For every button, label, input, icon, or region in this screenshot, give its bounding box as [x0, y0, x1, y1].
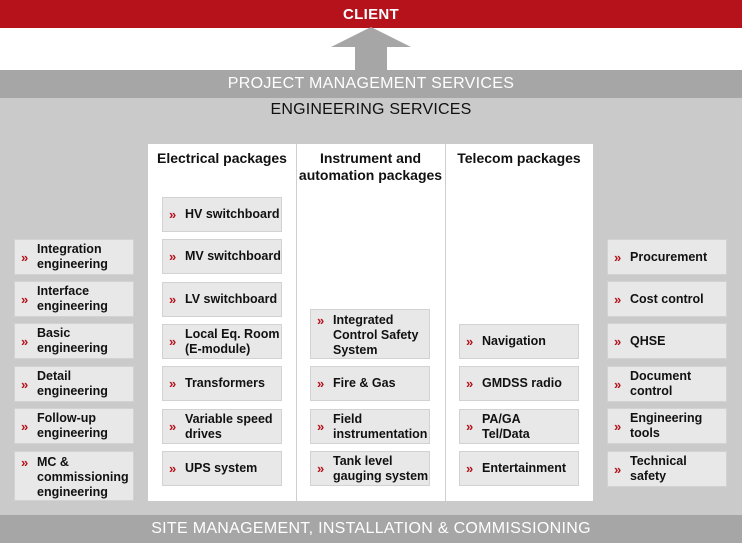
right-service-box: [607, 239, 727, 275]
bullet-chevron-icon: »: [169, 292, 177, 307]
left-service-box: [14, 323, 134, 359]
bullet-chevron-icon: »: [21, 249, 29, 265]
right-service-box: [607, 366, 727, 402]
electrical-package-label: Transformers: [185, 376, 265, 390]
telecom-package-box: [459, 451, 579, 486]
bullet-chevron-icon: »: [169, 334, 177, 349]
right-service-box: [607, 281, 727, 317]
bullet-chevron-icon: »: [21, 291, 29, 307]
engineering-services-title: ENGINEERING SERVICES: [270, 101, 472, 118]
electrical-package-box: [162, 239, 282, 274]
client-bar: [0, 0, 742, 28]
electrical-package-box: [162, 409, 282, 444]
electrical-package-label: UPS system: [185, 461, 258, 475]
bullet-chevron-icon: »: [169, 376, 177, 391]
bullet-chevron-icon: »: [466, 376, 474, 391]
client-label: CLIENT: [343, 5, 399, 23]
bullet-chevron-icon: »: [614, 249, 622, 265]
bullet-chevron-icon: »: [466, 419, 474, 434]
bullet-chevron-icon: »: [21, 376, 29, 392]
project-management-bar: [0, 70, 742, 98]
telecom-package-label: PA/GA Tel/Data: [482, 411, 530, 441]
up-arrow-icon: [331, 27, 411, 71]
instrument-package-box: [310, 309, 430, 359]
site-management-label: SITE MANAGEMENT, INSTALLATION & COMMISSIONING: [151, 520, 591, 537]
left-service-label: Interface engineering: [37, 284, 108, 313]
instrument-package-label: Integrated Control Safety System: [333, 313, 419, 357]
instrument-package-box: [310, 451, 430, 486]
electrical-package-label: HV switchboard: [185, 207, 280, 221]
bullet-chevron-icon: »: [21, 455, 29, 470]
bullet-chevron-icon: »: [466, 334, 474, 349]
electrical-package-label: Local Eq. Room (E-module): [185, 326, 280, 356]
instrument-packages-heading: Instrument and automation packages: [298, 150, 443, 183]
left-service-label: MC & commissioning engineering: [37, 455, 129, 499]
electrical-package-box: [162, 451, 282, 486]
telecom-package-box: [459, 366, 579, 401]
left-service-label: Basic engineering: [37, 326, 108, 355]
right-service-label: QHSE: [630, 333, 666, 348]
right-service-box: [607, 451, 727, 487]
telecom-package-box: [459, 409, 579, 444]
bullet-chevron-icon: »: [614, 418, 622, 434]
telecom-packages-heading: Telecom packages: [457, 150, 581, 166]
bullet-chevron-icon: »: [614, 291, 622, 307]
telecom-package-label: GMDSS radio: [482, 376, 562, 390]
bullet-chevron-icon: »: [317, 376, 325, 391]
bullet-chevron-icon: »: [169, 249, 177, 264]
left-service-label: Follow-up engineering: [37, 411, 108, 440]
right-service-label: Technical safety: [630, 454, 687, 483]
left-service-box: [14, 281, 134, 317]
left-service-box: [14, 239, 134, 275]
site-management-bar: [0, 515, 742, 543]
bullet-chevron-icon: »: [614, 376, 622, 392]
bullet-chevron-icon: »: [317, 461, 325, 476]
bullet-chevron-icon: »: [614, 333, 622, 349]
electrical-package-box: [162, 197, 282, 232]
column-divider: [445, 144, 446, 501]
project-management-label: PROJECT MANAGEMENT SERVICES: [227, 75, 515, 92]
electrical-package-box: [162, 366, 282, 401]
bullet-chevron-icon: »: [169, 419, 177, 434]
telecom-package-label: Entertainment: [482, 461, 567, 475]
left-service-box: [14, 366, 134, 402]
right-service-label: Engineering tools: [630, 411, 703, 440]
bullet-chevron-icon: »: [466, 461, 474, 476]
telecom-package-box: [459, 324, 579, 359]
instrument-package-box: [310, 409, 430, 444]
bullet-chevron-icon: »: [169, 461, 177, 476]
electrical-packages-heading: Electrical packages: [157, 150, 287, 166]
bullet-chevron-icon: »: [614, 461, 622, 477]
right-service-label: Procurement: [630, 249, 708, 264]
right-service-box: [607, 323, 727, 359]
left-service-label: Detail engineering: [37, 369, 108, 398]
left-service-box: [14, 451, 134, 501]
bullet-chevron-icon: »: [317, 419, 325, 434]
instrument-package-label: Tank level gauging system: [333, 453, 429, 483]
instrument-package-box: [310, 366, 430, 401]
electrical-package-label: MV switchboard: [185, 249, 281, 263]
right-service-label: Cost control: [630, 291, 704, 306]
telecom-package-label: Navigation: [482, 334, 546, 348]
electrical-package-box: [162, 282, 282, 317]
right-service-box: [607, 408, 727, 444]
column-divider: [296, 144, 297, 501]
bullet-chevron-icon: »: [169, 207, 177, 222]
right-service-label: Document control: [630, 369, 692, 398]
left-service-box: [14, 408, 134, 444]
electrical-package-label: LV switchboard: [185, 292, 278, 306]
instrument-package-label: Field instrumentation: [333, 411, 428, 441]
left-service-label: Integration engineering: [37, 242, 108, 271]
bullet-chevron-icon: »: [21, 333, 29, 349]
electrical-package-box: [162, 324, 282, 359]
electrical-package-label: Variable speed drives: [185, 411, 273, 441]
instrument-package-label: Fire & Gas: [333, 376, 396, 390]
bullet-chevron-icon: »: [21, 418, 29, 434]
bullet-chevron-icon: »: [317, 313, 325, 328]
